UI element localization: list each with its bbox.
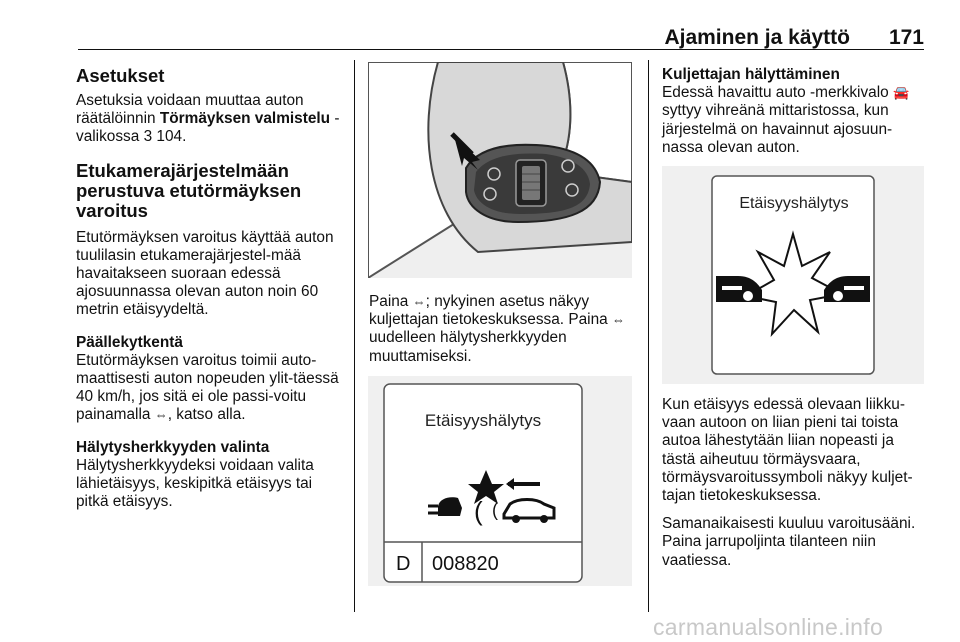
heading-forward-collision: Etukamerajärjestelmään perustuva etutörmäyksen varoitus bbox=[76, 159, 302, 221]
column-3-top bbox=[662, 66, 924, 167]
following-distance-icon: ⇔ bbox=[154, 407, 168, 423]
paragraph-press-button: Paina ⇔; nykyinen asetus näkyy kuljettajan tietokeskuksessa. Paina ⇔ uudelleen hälytysherkkyyden muuttamiseksi. bbox=[369, 293, 625, 365]
distance-alert-display-2 bbox=[662, 166, 924, 384]
header-rule bbox=[78, 49, 924, 50]
column-3-bottom bbox=[662, 396, 928, 580]
section-title: Ajaminen ja käyttö bbox=[664, 26, 850, 49]
paragraph-sensitivity: Hälytysherkkyydeksi voidaan valita lähietäisyys, keskipitkä etäisyys tai pitkä etäisyys. bbox=[76, 456, 314, 511]
paragraph-activation: Etutörmäyksen varoitus toimii auto-maattisesti auton nopeuden ylit-täessä 40 km/h, jos sitä ei ole passi-voitu painamalla ⇔, katso alla. bbox=[76, 351, 339, 424]
page-number: 171 bbox=[888, 26, 924, 49]
display-title: Etäisyyshälytys bbox=[739, 195, 849, 212]
odometer-value: 008820 bbox=[432, 553, 499, 575]
paragraph-forward-collision: Etutörmäyksen varoitus käyttää auton tuulilasin etukamerajärjestel-mää havaitakseen suoraan edessä ajosuunnassa olevan auton noin 60 metrin etäisyydeltä. bbox=[76, 228, 334, 319]
steering-wheel-figure bbox=[368, 62, 632, 278]
paragraph-settings: Asetuksia voidaan muuttaa auton räätälöinnin Törmäyksen valmistelu -valikossa 3 104. bbox=[76, 92, 340, 146]
subheading-sensitivity: Hälytysherkkyyden valinta bbox=[76, 438, 270, 456]
vehicle-ahead-icon: 🚘 bbox=[892, 85, 910, 101]
column-2-text bbox=[369, 293, 639, 376]
following-distance-icon: ⇔ bbox=[611, 312, 625, 328]
subheading-activation: Päällekytkentä bbox=[76, 333, 183, 351]
subheading-driver-alert: Kuljettajan hälyttäminen bbox=[662, 66, 840, 83]
display-title: Etäisyyshälytys bbox=[424, 411, 542, 430]
page-ref-arrow-icon: 3 bbox=[143, 128, 153, 146]
heading-settings: Asetukset bbox=[76, 65, 165, 86]
distance-alert-display-1 bbox=[368, 376, 632, 586]
gear-indicator: D bbox=[396, 553, 411, 575]
paragraph-warning-sound: Samanaikaisesti kuuluu varoitusääni. Paina jarrupoljinta tilanteen niin vaatiessa. bbox=[662, 515, 916, 569]
watermark: carmanualsonline.info bbox=[653, 614, 884, 640]
page-header bbox=[78, 26, 924, 50]
paragraph-vehicle-ahead: Edessä havaittu auto -merkkivalo 🚘 syttyy vihreänä mittaristossa, kun järjestelmä on havainnut ajosuun-nassa olevan auton. bbox=[662, 84, 910, 156]
paragraph-collision-warning: Kun etäisyys edessä olevaan liikku-vaan autoon on liian pieni tai toista autoa lähestytään liian nopeasti ja tästä aiheutuu törmäysvaara, törmäysvaroitussymboli näkyy kuljet-tajan tietokeskuksessa. bbox=[662, 396, 913, 505]
column-1 bbox=[76, 66, 346, 521]
svg-text:(: ( bbox=[492, 500, 498, 520]
column-divider-1 bbox=[354, 60, 355, 612]
column-divider-2 bbox=[648, 60, 649, 612]
svg-text:(: ( bbox=[474, 496, 483, 526]
following-distance-icon: ⇔ bbox=[412, 294, 426, 309]
